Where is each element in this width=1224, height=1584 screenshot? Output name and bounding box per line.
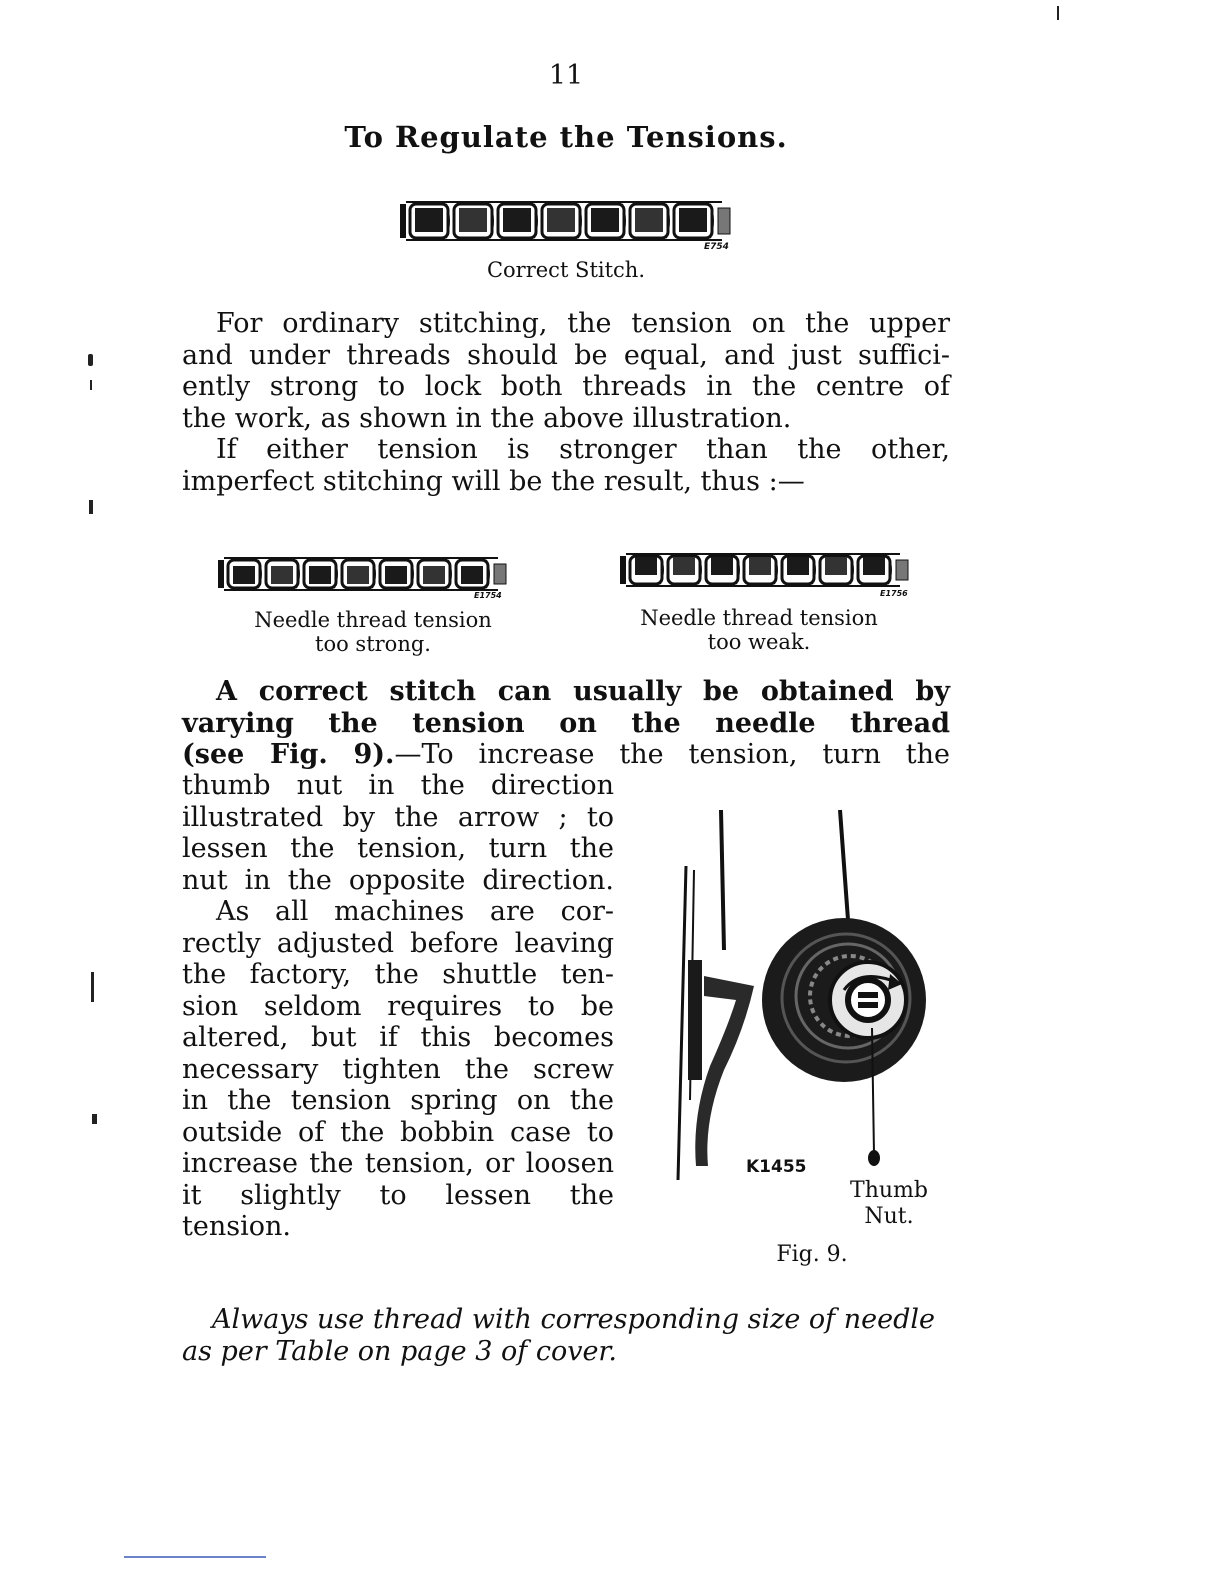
footer-note <box>182 1304 972 1368</box>
text-line: —To increase the tension, turn the <box>394 739 950 770</box>
tension-arm <box>695 976 754 1166</box>
paragraph-ordinary-stitching <box>182 308 950 497</box>
margin-mark <box>88 354 93 366</box>
stitch-fill <box>423 566 445 584</box>
correct-stitch-caption: Correct Stitch. <box>486 258 646 282</box>
thread-line <box>721 810 724 950</box>
stitch-fill <box>635 557 657 575</box>
caption-line: Needle thread tension <box>254 608 492 632</box>
text-line: lessen the tension, turn the <box>182 833 614 864</box>
text-line: sion seldom requires to be <box>182 990 614 1022</box>
paragraph-correct-stitch <box>182 676 950 771</box>
text-line: outside of the bobbin case to <box>182 1116 614 1148</box>
paragraph-thumb-nut <box>182 770 614 1243</box>
stitch-fill <box>461 566 483 584</box>
thumb-nut-slot <box>858 1002 878 1008</box>
text-line: As all machines are cor- <box>216 896 614 927</box>
note-line: as per Table on page 3 of cover. <box>182 1336 617 1367</box>
label-line: Nut. <box>864 1204 914 1229</box>
stitch-fill <box>547 208 575 232</box>
text-line: and under threads should be equal, and just suffici- <box>182 339 950 371</box>
text-line: the work, as shown in the above illustration. <box>182 402 792 434</box>
text-line: necessary tighten the screw <box>182 1053 614 1085</box>
text-line: rectly adjusted before leaving <box>182 927 614 959</box>
stitch-fill <box>271 566 293 584</box>
thumb-nut-label <box>824 1178 954 1230</box>
thread-line <box>840 810 848 920</box>
stitch-tail <box>896 560 908 580</box>
stitch-fill <box>749 557 771 575</box>
stitch-fill <box>233 566 255 584</box>
thread-loop <box>749 950 765 966</box>
page-number: 11 <box>548 60 584 91</box>
thumb-nut-slot <box>858 992 878 998</box>
thumb-nut-center <box>848 980 888 1020</box>
stitch-tail <box>718 208 730 234</box>
stitch-fill <box>503 208 531 232</box>
stitch-end <box>400 204 406 238</box>
margin-mark <box>92 1114 97 1124</box>
fig-reference: (see Fig. 9). <box>182 739 395 770</box>
text-line: in the tension spring on the <box>182 1085 614 1116</box>
stitch-end <box>620 556 626 584</box>
text-line: increase the tension, or loosen <box>182 1148 614 1179</box>
stitch-end <box>218 560 224 588</box>
text-line: For ordinary stitching, the tension on the upper <box>216 308 950 339</box>
fig9-tension-illustration <box>664 800 934 1180</box>
stitch-fill <box>711 557 733 575</box>
text-line: nut in the opposite direction. <box>182 864 614 896</box>
margin-rule <box>124 1556 266 1558</box>
text-line: If either tension is stronger than the other, <box>216 434 950 465</box>
caption-line: Needle thread tension <box>640 606 878 630</box>
stitch-too-weak-code: E1756 <box>880 589 908 598</box>
text-line: it slightly to lessen the <box>182 1179 614 1211</box>
correct-stitch-illustration <box>396 192 736 252</box>
text-line: thumb nut in the direction <box>182 770 614 801</box>
stitch-fill <box>385 566 407 584</box>
face-plate-line <box>678 866 686 1180</box>
text-line: imperfect stitching will be the result, thus :— <box>182 465 805 497</box>
stitch-too-strong-illustration <box>214 548 514 600</box>
stitch-fill <box>863 557 885 575</box>
fig9-code: K1455 <box>746 1157 807 1177</box>
note-line: Always use thread with corresponding size of needle <box>212 1304 935 1335</box>
stitch-fill <box>787 557 809 575</box>
stitch-fill <box>679 208 707 232</box>
caption-line: too weak. <box>707 630 811 654</box>
text-line: varying the tension on the needle thread <box>182 707 950 739</box>
stitch-fill <box>309 566 331 584</box>
bracket <box>688 960 702 1080</box>
stitch-too-strong-code: E1754 <box>474 591 502 600</box>
text-line: ently strong to lock both threads in the centre of <box>182 371 950 402</box>
stitch-too-weak-illustration <box>618 546 918 598</box>
text-line: A correct stitch can usually be obtained by <box>216 676 950 707</box>
text-line: illustrated by the arrow ; to <box>182 801 614 833</box>
margin-mark <box>90 380 92 390</box>
stitch-fill <box>635 208 663 232</box>
margin-mark <box>91 972 94 1002</box>
text-line: altered, but if this becomes <box>182 1022 614 1053</box>
page-title: To Regulate the Tensions. <box>344 120 788 154</box>
margin-mark <box>1057 6 1059 20</box>
stitch-fill <box>591 208 619 232</box>
stitch-fill <box>673 557 695 575</box>
stitch-fill <box>825 557 847 575</box>
caption-line: too strong. <box>315 632 431 656</box>
margin-mark <box>89 500 93 514</box>
stitch-fill <box>347 566 369 584</box>
text-line: the factory, the shuttle ten- <box>182 959 614 990</box>
thumb-nut-pointer-dot <box>868 1150 880 1166</box>
stitch-fill <box>459 208 487 232</box>
stitch-tail <box>494 564 506 584</box>
stitch-too-weak-caption <box>604 606 914 654</box>
text-line: tension. <box>182 1211 291 1242</box>
label-line: Thumb <box>850 1178 928 1203</box>
fig9-caption: Fig. 9. <box>776 1242 848 1267</box>
stitch-too-strong-caption <box>218 608 528 656</box>
stitch-fill <box>415 208 443 232</box>
correct-stitch-code: E754 <box>704 242 729 252</box>
